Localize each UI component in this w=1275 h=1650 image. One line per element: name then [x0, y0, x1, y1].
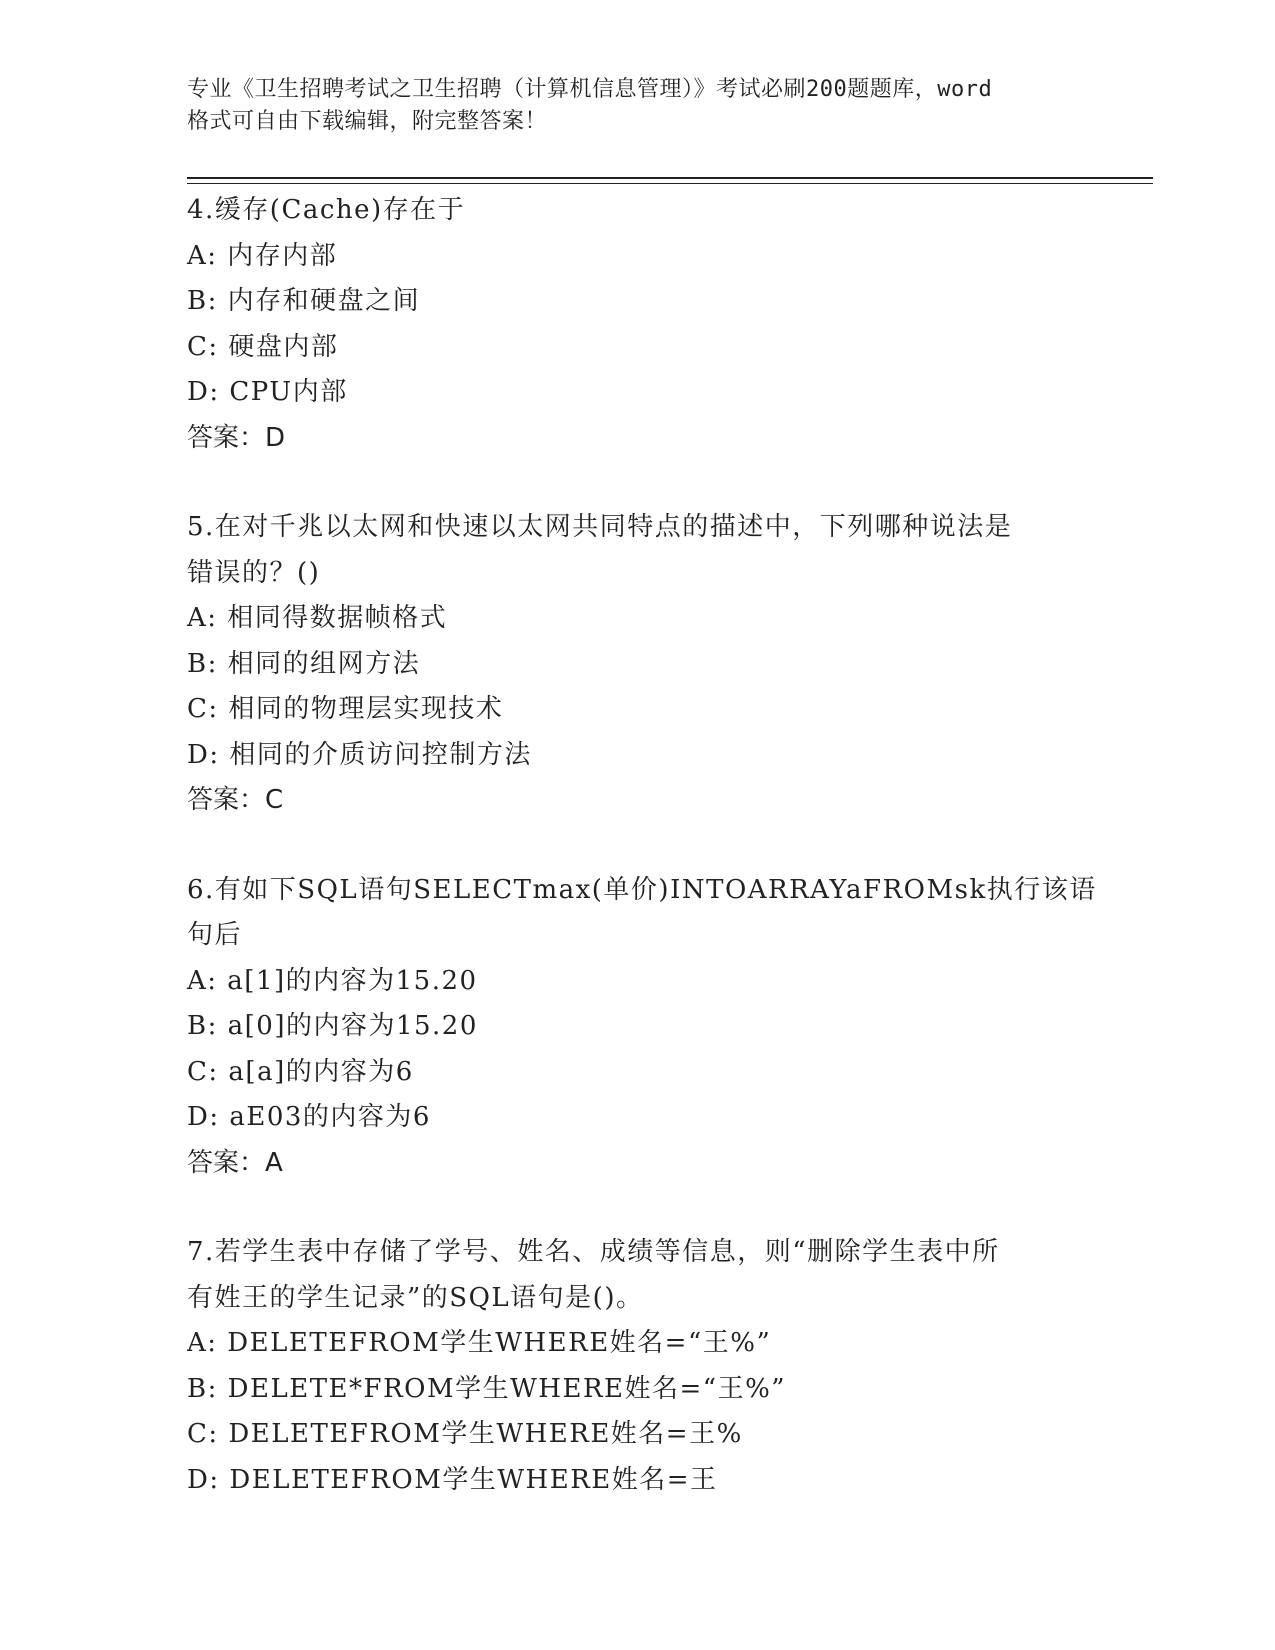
- question-text: 5.在对千兆以太网和快速以太网共同特点的描述中，下列哪种说法是: [187, 512, 1013, 542]
- option-a: A: 内存内部: [187, 240, 338, 271]
- question-text-continued: 错误的？(): [187, 557, 321, 588]
- question-7: [187, 1230, 1117, 1503]
- option-c: C: DELETEFROM学生WHERE姓名=王%: [187, 1419, 743, 1449]
- header-title-line-1: 专业《卫生招聘考试之卫生招聘（计算机信息管理）》考试必刷200题题库，word: [187, 77, 993, 102]
- option-a: A: a[1]的内容为15.20: [187, 965, 478, 996]
- option-d: D: DELETEFROM学生WHERE姓名=王: [187, 1464, 718, 1495]
- option-b: B: DELETE*FROM学生WHERE姓名=“王%”: [187, 1373, 787, 1404]
- question-text-continued: 有姓王的学生记录”的SQL语句是()。: [187, 1282, 644, 1313]
- question-text: 6.有如下SQL语句SELECTmax(单价)INTOARRAYaFROMsk执行该语句后: [187, 874, 1097, 950]
- header-title-line-2: 格式可自由下载编辑，附完整答案！: [187, 109, 548, 134]
- question-5: [187, 505, 1117, 824]
- option-c: C: 相同的物理层实现技术: [187, 694, 504, 724]
- option-c: C: a[a]的内容为6: [187, 1056, 414, 1087]
- option-b: B: 内存和硬盘之间: [187, 286, 421, 316]
- option-d: D: aE03的内容为6: [187, 1102, 431, 1132]
- question-6: [187, 868, 1117, 1187]
- question-4: [187, 188, 1117, 461]
- option-d: D: CPU内部: [187, 377, 348, 407]
- header-divider-thick: [187, 177, 1153, 179]
- option-a: A: DELETEFROM学生WHERE姓名=“王%”: [187, 1328, 772, 1358]
- option-c: C: 硬盘内部: [187, 331, 339, 362]
- question-text: 7.若学生表中存储了学号、姓名、成绩等信息，则“删除学生表中所: [187, 1237, 1000, 1267]
- answer: 答案：A: [187, 1147, 283, 1178]
- answer: 答案：D: [187, 422, 286, 453]
- option-a: A: 相同得数据帧格式: [187, 603, 448, 633]
- option-b: B: 相同的组网方法: [187, 648, 421, 679]
- question-text: 4.缓存(Cache)存在于: [187, 195, 466, 225]
- answer: 答案：C: [187, 785, 284, 815]
- document-header: [187, 74, 1087, 138]
- question-list: [187, 188, 1117, 1547]
- option-b: B: a[0]的内容为15.20: [187, 1011, 478, 1041]
- option-d: D: 相同的介质访问控制方法: [187, 739, 532, 770]
- header-divider-thin: [187, 183, 1153, 184]
